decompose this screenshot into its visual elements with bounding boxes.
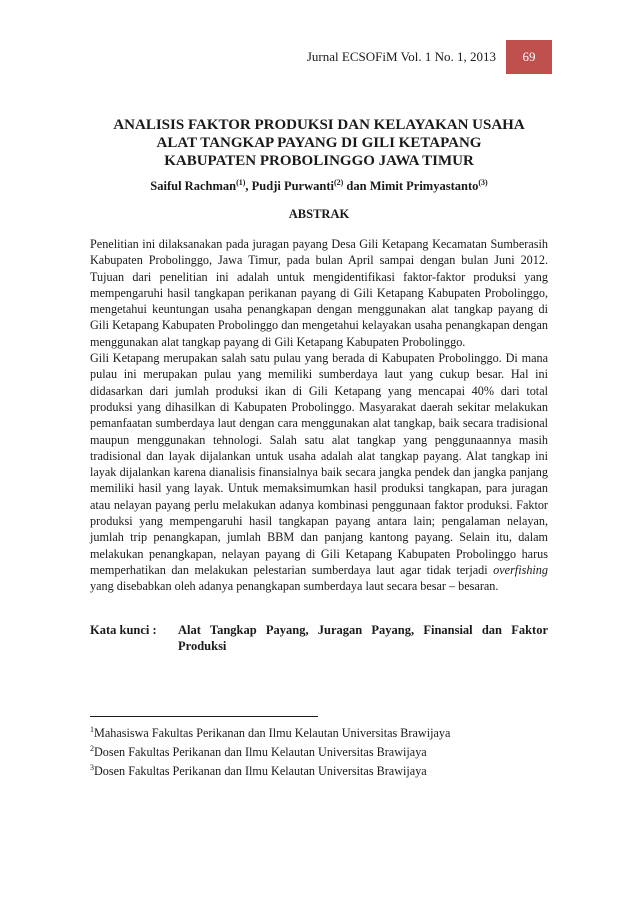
footnote-2-marker: 2: [90, 744, 94, 754]
page-number-badge: 69: [506, 40, 552, 74]
keywords-text: Alat Tangkap Payang, Juragan Payang, Finansial dan Faktor Produksi: [178, 623, 548, 653]
author-1-name: Saiful Rachman: [150, 179, 237, 194]
title-line-3: KABUPATEN PROBOLINGGO JAWA TIMUR: [164, 153, 474, 169]
footnotes: [90, 722, 548, 779]
author-separator: ,: [245, 179, 252, 194]
author-3-name: Mimit Primyastanto: [369, 179, 479, 194]
abstract-heading: ABSTRAK: [288, 207, 350, 221]
footnote-divider: [90, 716, 318, 717]
keywords: [90, 622, 548, 654]
footnote-3: [90, 760, 548, 779]
footnote-3-text: Dosen Fakultas Perikanan dan Ilmu Kelautan Universitas Brawijaya: [94, 764, 427, 779]
footnote-1-text: Mahasiswa Fakultas Perikanan dan Ilmu Kelautan Universitas Brawijaya: [94, 726, 451, 741]
footnote-3-marker: 3: [90, 763, 94, 773]
footnote-1-marker: 1: [90, 725, 94, 734]
abstract-paragraph-1: Penelitian ini dilaksanakan pada juragan payang Desa Gili Ketapang Kecamatan Sumberasih Kabupaten Probolinggo, Jawa Timur, pada bulan April sampai dengan bulan Juni 2012. Tujuan dari penelitian ini adalah untuk mengidentifikasi faktor-faktor produksi yang mempengaruhi hasil tangkapan perikanan payang di Gili Ketapang Kabupaten Probolinggo, mengetahui keuntungan usaha penangkapan dengan menggunakan alat tangkap payang di Gili Ketapang Kabupaten Probolinggo dan mengetahui kelayakan usaha penangkapan dengan menggunakan alat tangkap payang di Gili Ketapang Kabupaten Probolinggo.: [90, 237, 548, 349]
abstract-paragraph-2: [90, 350, 548, 594]
abstract-p2-text: Gili Ketapang merupakan salah satu pulau yang berada di Kabupaten Probolinggo. Di mana pulau ini merupakan pulau yang memiliki sumberdaya laut yang cukup besar. Hal ini didasarkan dari jumlah produksi ikan di Gili Ketapang yang mencapai 40% dari total produksi yang dihasilkan di Kabupaten Probolinggo. Masyarakat daerah sekitar melakukan pemanfaatan sumberdaya laut dengan cara menggunakan alat tangkap, baik secara tradisional maupun menggunakan tehnologi. Salah satu alat tangkap yang penggunaannya masih tradisional dan layak dijalankan untuk usaha adalah alat tangkap payang. Alat tangkap ini layak dijalankan karena dianalisis finansialnya baik secara jangka pendek dan jangka panjang memiliki hasil yang layak. Untuk memaksimumkan hasil produksi tangkapan, para juragan atau nelayan payang perlu melakukan adanya kombinasi penggunaan faktor produksi. Faktor produksi yang mempengaruhi hasil tangkapan payang antara lain; pengalaman nelayan, jumlah trip penangkapan, jumlah BBM dan panjang kantong payang. Selain itu, dalam melakukan penangkapan, nelayan payang di Gili Ketapang Kabupaten Probolinggo harus memperhatikan dan melakukan pelestarian sumberdaya laut agar tidak terjadi: [90, 351, 548, 577]
footnote-2-text: Dosen Fakultas Perikanan dan Ilmu Kelautan Universitas Brawijaya: [94, 745, 427, 760]
paper-title: [90, 116, 548, 170]
footnote-1: [90, 722, 548, 741]
abstract-body: [90, 236, 548, 595]
author-2-affil: (2): [333, 178, 344, 187]
author-3-affil: (3): [478, 178, 488, 187]
author-list: [90, 178, 548, 194]
author-2-name: Pudji Purwanti: [251, 179, 334, 194]
abstract-p2-text-end: yang disebabkan oleh adanya penangkapan sumberdaya laut secara besar – besaran.: [90, 579, 499, 594]
author-1-affil: (1): [236, 178, 246, 187]
title-line-1: ANALISIS FAKTOR PRODUKSI DAN KELAYAKAN USAHA: [113, 117, 525, 133]
title-line-2: ALAT TANGKAP PAYANG DI GILI KETAPANG: [156, 135, 482, 151]
author-separator-and: dan: [343, 179, 370, 194]
journal-citation: Jurnal ECSOFiM Vol. 1 No. 1, 2013: [306, 49, 496, 64]
running-header: [307, 40, 552, 74]
footnote-2: [90, 741, 548, 760]
keywords-label: Kata kunci :: [90, 623, 157, 637]
abstract-p2-italic-term: overfishing: [493, 562, 548, 577]
